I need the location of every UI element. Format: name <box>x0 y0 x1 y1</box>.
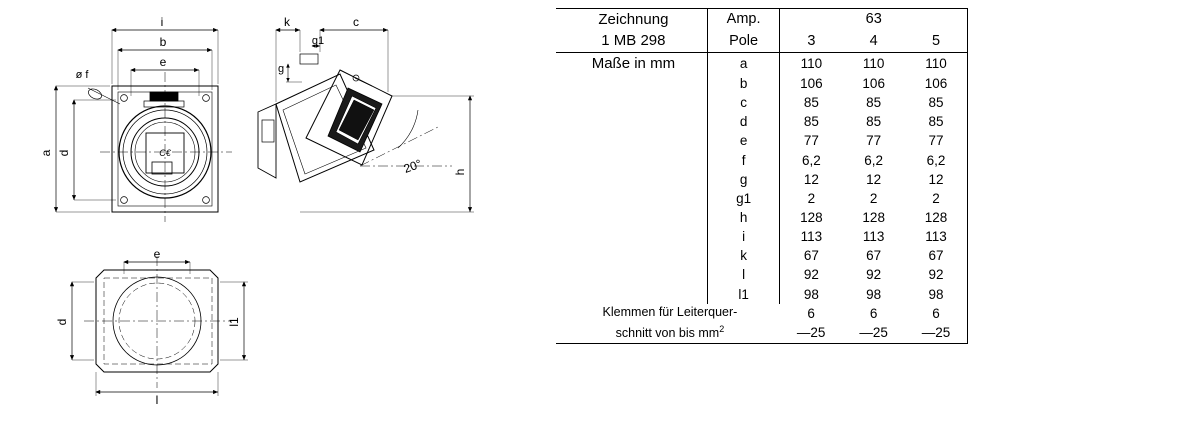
table-row <box>556 131 968 150</box>
terminal-note-val2-4: —25 <box>842 323 905 343</box>
terminal-note-line2 <box>556 323 780 343</box>
dim-k-3: 67 <box>803 248 819 264</box>
dim-g1-4: 2 <box>869 190 878 206</box>
dim-name-a: a <box>707 52 780 74</box>
dim-name-g: g <box>707 170 780 189</box>
dim-b-4: 106 <box>862 75 885 91</box>
dim-f-3: 6,2 <box>802 152 821 168</box>
table-row <box>556 112 968 131</box>
table-row <box>556 285 968 304</box>
dim-name-g1: g1 <box>707 189 780 208</box>
pole-label: Pole <box>707 30 780 52</box>
dim-name-d: d <box>707 112 780 131</box>
dim-i-4: 113 <box>862 229 885 245</box>
table-row <box>556 189 968 208</box>
label-e-front: e <box>159 55 167 69</box>
dim-a-3: 110 <box>800 55 823 71</box>
dim-e-5: 77 <box>905 131 968 150</box>
dim-e-3: 77 <box>803 133 819 149</box>
dim-d-3: 85 <box>803 114 819 130</box>
table-row-note-2 <box>556 323 968 343</box>
dim-g-4: 12 <box>866 171 882 187</box>
dim-c-5: 85 <box>905 93 968 112</box>
dim-name-l1: l1 <box>707 285 780 304</box>
table-row <box>556 93 968 112</box>
amp-value: 63 <box>780 9 968 31</box>
dim-name-c: c <box>707 93 780 112</box>
table-header-amp-row <box>556 9 968 31</box>
dim-d-4: 85 <box>866 114 882 130</box>
dim-b-5: 106 <box>905 74 968 93</box>
dim-a-4: 110 <box>862 55 885 71</box>
pole-value-4: 4 <box>842 30 905 52</box>
table-row <box>556 74 968 93</box>
dim-a-5: 110 <box>905 52 968 74</box>
terminal-note-val1-3: 6 <box>807 305 815 321</box>
dim-name-h: h <box>707 208 780 227</box>
pole-value-5: 5 <box>905 30 968 52</box>
dim-name-l: l <box>707 265 780 284</box>
dim-l1-5: 98 <box>905 285 968 304</box>
dim-l1-4: 98 <box>866 286 882 302</box>
dim-l-4: 92 <box>866 267 882 283</box>
terminal-note-val1-5: 6 <box>905 304 968 323</box>
label-angle: 20° <box>401 156 424 176</box>
dim-name-i: i <box>707 227 780 246</box>
dim-i-5: 113 <box>905 227 968 246</box>
table-row <box>556 208 968 227</box>
dim-g1-5: 2 <box>905 189 968 208</box>
dim-k-5: 67 <box>905 246 968 265</box>
label-b: b <box>159 35 167 49</box>
label-k: k <box>284 15 290 29</box>
table-header-pole-row <box>556 30 968 52</box>
dim-b-3: 106 <box>800 75 823 91</box>
label-l1: l1 <box>227 317 241 327</box>
dim-f-5: 6,2 <box>905 151 968 170</box>
pole-value-3: 3 <box>780 30 843 52</box>
table-row-note-1 <box>556 304 968 323</box>
label-g1: g1 <box>311 35 325 47</box>
dim-name-f: f <box>707 151 780 170</box>
dim-g1-3: 2 <box>807 190 816 206</box>
dim-g-3: 12 <box>803 171 819 187</box>
dim-h-5: 128 <box>905 208 968 227</box>
label-g: g <box>277 63 285 75</box>
dim-l-5: 92 <box>905 265 968 284</box>
label-c: c <box>353 15 359 29</box>
label-oef: ø f <box>75 69 89 81</box>
dim-c-3: 85 <box>803 95 819 111</box>
dim-c-4: 85 <box>866 95 882 111</box>
drawing-number: 1 MB 298 <box>556 30 707 52</box>
dim-l1-3: 98 <box>803 286 819 302</box>
table-row <box>556 151 968 170</box>
dim-name-k: k <box>707 246 780 265</box>
dim-h-3: 128 <box>800 209 823 225</box>
table-row <box>556 227 968 246</box>
table-row <box>556 52 968 74</box>
dim-l-3: 92 <box>803 267 819 283</box>
label-h: h <box>453 168 467 176</box>
ce-marking: C€ <box>159 148 171 158</box>
terminal-note-val1-4: 6 <box>869 305 878 321</box>
label-a: a <box>39 149 53 157</box>
dim-h-4: 128 <box>862 209 885 225</box>
table-row <box>556 170 968 189</box>
table-row <box>556 246 968 265</box>
terminal-note-superscript: 2 <box>719 323 725 334</box>
label-i: i <box>160 15 164 29</box>
table-row <box>556 265 968 284</box>
dim-g-5: 12 <box>905 170 968 189</box>
dim-name-e: e <box>707 131 780 150</box>
dim-e-4: 77 <box>866 133 882 149</box>
dimension-table-wrapper <box>556 8 986 420</box>
label-d-front: d <box>57 149 71 157</box>
amp-label: Amp. <box>707 9 780 31</box>
terminal-note-val2-3: —25 <box>780 323 843 343</box>
units-caption: Maße in mm <box>591 54 676 72</box>
terminal-note-line1: Klemmen für Leiterquer- <box>602 305 738 320</box>
terminal-note-val2-5: —25 <box>905 323 968 343</box>
dimension-table <box>556 8 968 344</box>
technical-drawing <box>0 0 540 427</box>
label-l: l <box>155 393 159 407</box>
terminal-note-text: schnitt von bis mm <box>615 326 720 341</box>
dim-d-5: 85 <box>905 112 968 131</box>
label-e-bottom: e <box>153 247 161 261</box>
drawing-title: Zeichnung <box>556 9 707 31</box>
dim-name-b: b <box>707 74 780 93</box>
dim-i-3: 113 <box>800 229 823 245</box>
dim-f-4: 6,2 <box>864 152 884 168</box>
dim-k-4: 67 <box>866 248 882 264</box>
label-d-bottom: d <box>55 318 69 326</box>
